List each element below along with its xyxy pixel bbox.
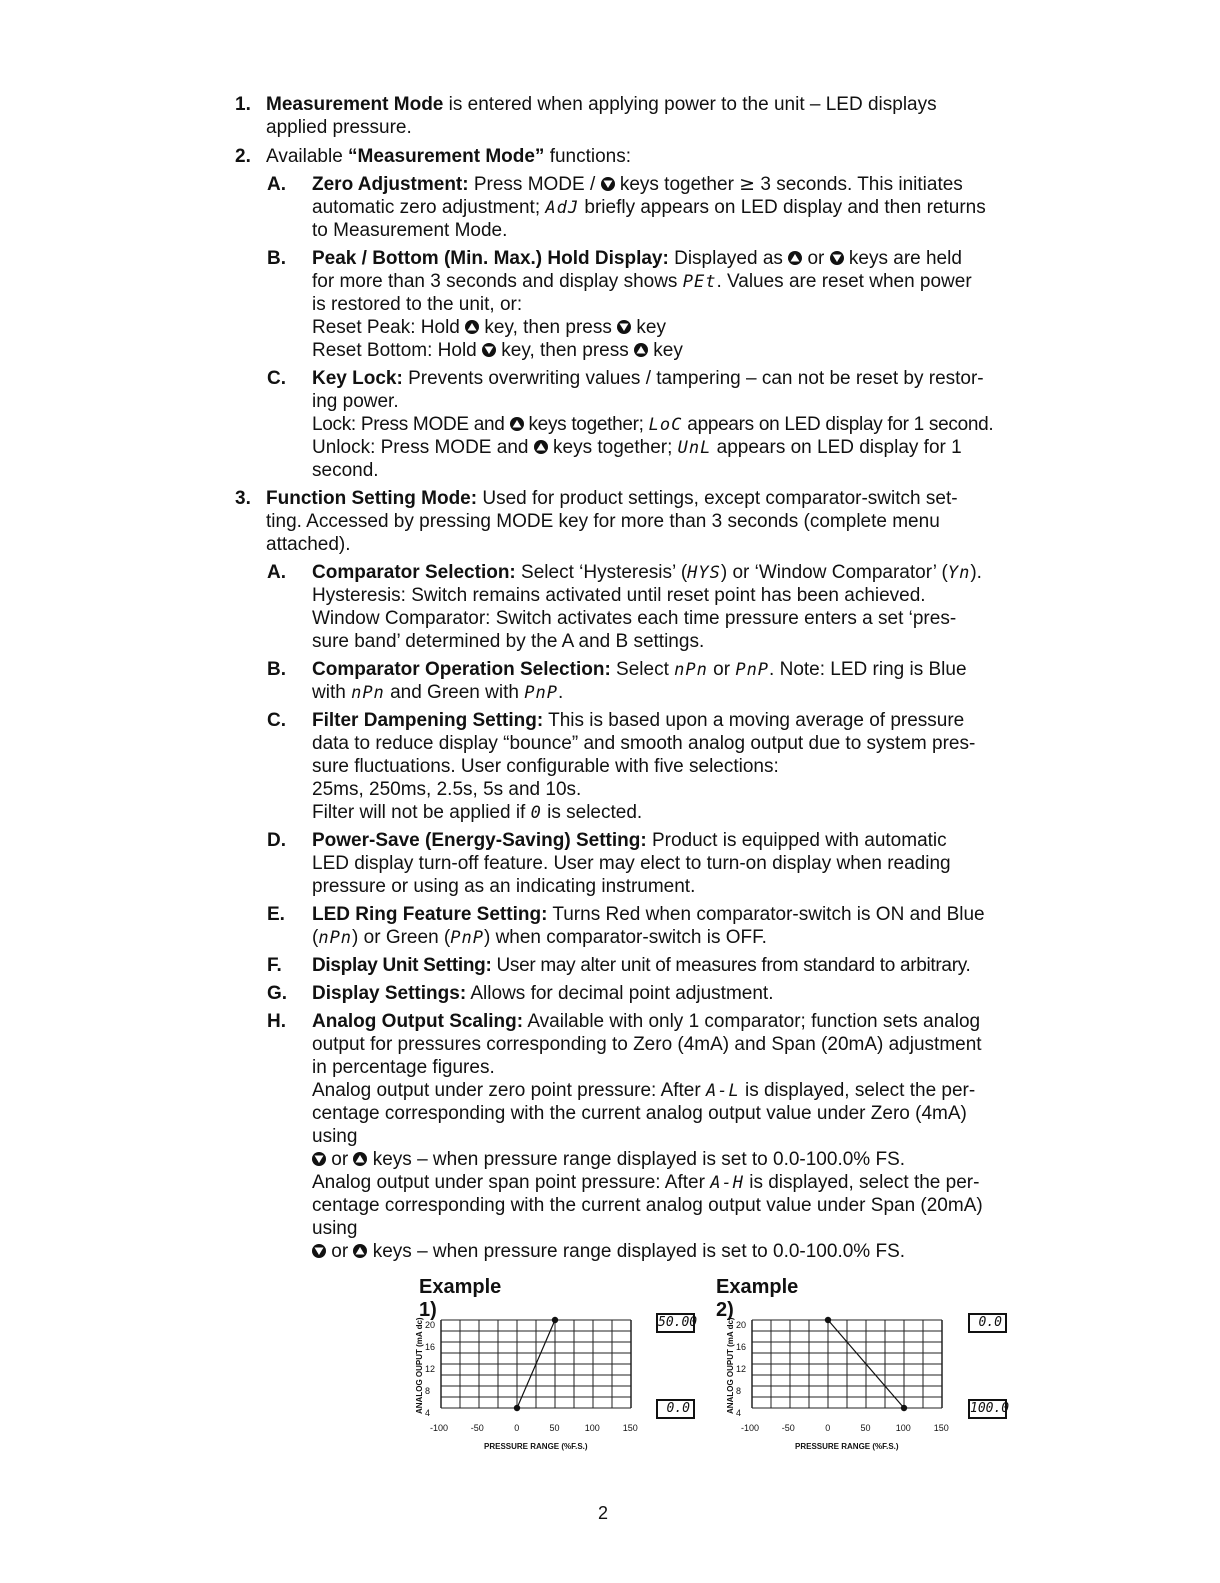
- text: (: [312, 927, 319, 948]
- text: Allows for decimal point adjustment.: [466, 983, 774, 1004]
- text: Select: [610, 659, 675, 680]
- subitem-heading: Display Settings:: [312, 983, 467, 1004]
- lcd-display-bottom: 100.0: [968, 1399, 1007, 1419]
- lcd-code: LoC: [648, 415, 683, 435]
- data-point: [825, 1317, 831, 1323]
- subitem-letter: C.: [267, 368, 286, 389]
- text: . Note: LED ring is Blue: [769, 659, 967, 680]
- text: ) or Green (: [352, 927, 451, 948]
- subitem-heading: Power-Save (Energy-Saving) Setting:: [312, 830, 647, 851]
- text: key: [648, 340, 683, 361]
- y-tick-label: 16: [736, 1342, 747, 1352]
- subitem-heading: Analog Output Scaling:: [312, 1011, 524, 1032]
- subitem-letter: A.: [267, 562, 286, 583]
- y-tick-label: 4: [736, 1408, 742, 1418]
- subitem-3d-line-3: pressure or using as an indicating instrument.: [312, 876, 696, 897]
- item-3-line-2: ting. Accessed by pressing MODE key for more than 3 seconds (complete menu: [266, 511, 940, 532]
- y-axis-label: ANALOG OUPUT (mA dc): [726, 1317, 735, 1414]
- item-heading: “Measurement Mode”: [348, 146, 545, 167]
- lcd-code: nPn: [674, 660, 708, 680]
- subitem-letter: F.: [267, 955, 282, 976]
- subitem-letter: C.: [267, 710, 286, 731]
- subitem-3a-line-4: sure band’ determined by the A and B settings.: [312, 631, 705, 652]
- x-tick-label: -100: [430, 1423, 449, 1433]
- x-tick-label: 50: [549, 1423, 560, 1433]
- text: Turns Red when comparator-switch is ON and Blue: [547, 904, 985, 925]
- item-text: functions:: [544, 146, 632, 167]
- greater-equal-symbol: ≥: [739, 173, 756, 195]
- y-tick-label: 20: [425, 1320, 436, 1330]
- item-text: is entered when applying power to the unit – LED displays: [443, 94, 937, 115]
- text: ) or ‘Window Comparator’ (: [720, 562, 948, 583]
- subitem-letter: A.: [267, 174, 286, 195]
- subitem-3h-line-3: in percentage figures.: [312, 1057, 495, 1078]
- text: . Values are reset when power: [716, 271, 972, 292]
- item-number: 1.: [235, 94, 251, 115]
- subitem-3h-line-2: output for pressures corresponding to Zero (4mA) and Span (20mA) adjustment: [312, 1034, 982, 1055]
- x-axis-label: PRESSURE RANGE (%F.S.): [484, 1442, 588, 1451]
- item-1-line-2: applied pressure.: [266, 117, 412, 138]
- subitem-3a-line-2: Hysteresis: Switch remains activated until reset point has been achieved.: [312, 585, 926, 606]
- lcd-code: 0: [530, 803, 542, 823]
- text: automatic zero adjustment;: [312, 197, 546, 218]
- y-axis-label: ANALOG OUPUT (mA dc): [415, 1317, 424, 1414]
- subitem-3c-line-4: 25ms, 250ms, 2.5s, 5s and 10s.: [312, 779, 582, 800]
- text: briefly appears on LED display and then returns: [579, 197, 986, 218]
- text: ) when comparator-switch is OFF.: [483, 927, 767, 948]
- subitem-3h-line-5: centage corresponding with the current analog output value under Zero (4mA): [312, 1103, 967, 1124]
- subitem-heading: Filter Dampening Setting:: [312, 710, 544, 731]
- subitem-3d-line-2: LED display turn-off feature. User may elect to turn-on display when reading: [312, 853, 951, 874]
- text: Reset Bottom: Hold: [312, 340, 483, 361]
- subitem-heading: Peak / Bottom (Min. Max.) Hold Display:: [312, 248, 669, 269]
- x-tick-label: 100: [895, 1423, 911, 1433]
- text: Unlock: Press MODE and: [312, 437, 534, 458]
- x-tick-label: -100: [741, 1423, 760, 1433]
- subitem-2a-line-3: to Measurement Mode.: [312, 220, 508, 241]
- y-tick-label: 8: [425, 1386, 431, 1396]
- text: is displayed, select the per-: [743, 1172, 980, 1193]
- subitem-letter: G.: [267, 983, 288, 1004]
- x-tick-label: 0: [825, 1423, 831, 1433]
- lcd-display-top: 50.00: [656, 1313, 695, 1333]
- subitem-heading: Comparator Selection:: [312, 562, 516, 583]
- chart-title: Example 1): [419, 1276, 502, 1321]
- subitem-letter: E.: [267, 904, 285, 925]
- subitem-2c-line-2: ing power.: [312, 391, 399, 412]
- text: Prevents overwriting values / tampering – can not be reset by restor-: [402, 368, 984, 389]
- subitem-3c-line-3: sure fluctuations. User configurable with five selections:: [312, 756, 779, 777]
- lcd-code: nPn: [351, 683, 385, 703]
- lcd-code: PEt: [682, 272, 717, 292]
- text: and Green with: [384, 682, 525, 703]
- text: appears on LED display for 1: [711, 437, 962, 458]
- text: Select ‘Hysteresis’ (: [515, 562, 688, 583]
- subitem-heading: Comparator Operation Selection:: [312, 659, 611, 680]
- subitem-3h-line-6: using: [312, 1126, 358, 1147]
- text: .: [557, 682, 564, 703]
- subitem-3a-line-3: Window Comparator: Switch activates each time pressure enters a set ‘pres-: [312, 608, 957, 629]
- x-tick-label: -50: [781, 1423, 795, 1433]
- text: keys together;: [523, 414, 649, 435]
- lcd-display-bottom: 0.0: [656, 1399, 695, 1419]
- x-tick-label: -50: [470, 1423, 484, 1433]
- chart-title: Example 2): [716, 1276, 799, 1321]
- subitem-3c-line-2: data to reduce display “bounce” and smooth analog output due to system pres-: [312, 733, 976, 754]
- text: with: [312, 682, 352, 703]
- text: key, then press: [479, 317, 618, 338]
- text: Product is equipped with automatic: [646, 830, 947, 851]
- lcd-code: Yn: [947, 563, 971, 583]
- text: ).: [970, 562, 982, 583]
- lcd-code: A-H: [710, 1173, 744, 1193]
- text: keys are held: [843, 248, 962, 269]
- lcd-code: A-L: [705, 1081, 740, 1101]
- x-tick-label: 150: [622, 1423, 638, 1433]
- subitem-2b-line-3: is restored to the unit, or:: [312, 294, 523, 315]
- text: Displayed as: [668, 248, 789, 269]
- text: keys together: [614, 174, 740, 195]
- subitem-letter: H.: [267, 1011, 286, 1032]
- lcd-code: HYS: [687, 563, 721, 583]
- x-tick-label: 100: [584, 1423, 600, 1433]
- y-tick-label: 12: [425, 1364, 436, 1374]
- text: Filter will not be applied if: [312, 802, 531, 823]
- text: User may alter unit of measures from standard to arbitrary.: [491, 955, 971, 976]
- subitem-letter: D.: [267, 830, 286, 851]
- subitem-letter: B.: [267, 659, 286, 680]
- item-text: Used for product settings, except comparator-switch set-: [477, 488, 958, 509]
- text: key, then press: [496, 340, 635, 361]
- subitem-3h-line-10: using: [312, 1218, 358, 1239]
- text: is displayed, select the per-: [739, 1080, 976, 1101]
- text: keys – when pressure range displayed is set to 0.0-100.0% FS.: [367, 1149, 906, 1170]
- text: or: [326, 1241, 354, 1262]
- y-tick-label: 20: [736, 1320, 747, 1330]
- subitem-letter: B.: [267, 248, 286, 269]
- item-number: 2.: [235, 146, 251, 167]
- text: or: [326, 1149, 354, 1170]
- text: key: [631, 317, 666, 338]
- text: keys together;: [547, 437, 678, 458]
- item-number: 3.: [235, 488, 251, 509]
- y-tick-label: 4: [425, 1408, 431, 1418]
- text: Analog output under zero point pressure: After: [312, 1080, 706, 1101]
- y-tick-label: 12: [736, 1364, 747, 1374]
- text: for more than 3 seconds and display shows: [312, 271, 683, 292]
- item-3-line-3: attached).: [266, 534, 351, 555]
- lcd-code: PnP: [735, 660, 770, 680]
- lcd-code: PnP: [524, 683, 558, 703]
- item-heading: Measurement Mode: [266, 94, 444, 115]
- text: or: [802, 248, 830, 269]
- lcd-code: UnL: [677, 438, 712, 458]
- text: keys – when pressure range displayed is set to 0.0-100.0% FS.: [367, 1241, 906, 1262]
- y-tick-label: 16: [425, 1342, 436, 1352]
- x-axis-label: PRESSURE RANGE (%F.S.): [795, 1442, 899, 1451]
- data-point: [901, 1405, 907, 1411]
- subitem-heading: LED Ring Feature Setting:: [312, 904, 548, 925]
- item-text: Available: [266, 146, 349, 167]
- text: Press MODE /: [468, 174, 601, 195]
- text: or: [707, 659, 736, 680]
- y-tick-label: 8: [736, 1386, 742, 1396]
- text: This is based upon a moving average of pressure: [543, 710, 965, 731]
- subitem-heading: Zero Adjustment:: [312, 174, 469, 195]
- lcd-code: PnP: [450, 928, 484, 948]
- lcd-code: AdJ: [545, 198, 580, 218]
- subitem-heading: Display Unit Setting:: [312, 955, 492, 976]
- text: Available with only 1 comparator; function sets analog: [523, 1011, 981, 1032]
- item-heading: Function Setting Mode:: [266, 488, 478, 509]
- x-tick-label: 0: [514, 1423, 520, 1433]
- lcd-display-top: 0.0: [968, 1313, 1007, 1333]
- text: appears on LED display for 1 second.: [682, 414, 994, 435]
- subitem-2c-line-5: second.: [312, 460, 379, 481]
- text: 3 seconds. This initiates: [755, 174, 963, 195]
- subitem-heading: Key Lock:: [312, 368, 403, 389]
- text: is selected.: [541, 802, 643, 823]
- x-tick-label: 50: [860, 1423, 871, 1433]
- x-tick-label: 150: [933, 1423, 949, 1433]
- text: Analog output under span point pressure: After: [312, 1172, 711, 1193]
- subitem-3h-line-9: centage corresponding with the current analog output value under Span (20mA): [312, 1195, 983, 1216]
- page-number: 2: [598, 1503, 609, 1523]
- text: Reset Peak: Hold: [312, 317, 466, 338]
- text: Lock: Press MODE and: [312, 414, 510, 435]
- lcd-code: nPn: [318, 928, 353, 948]
